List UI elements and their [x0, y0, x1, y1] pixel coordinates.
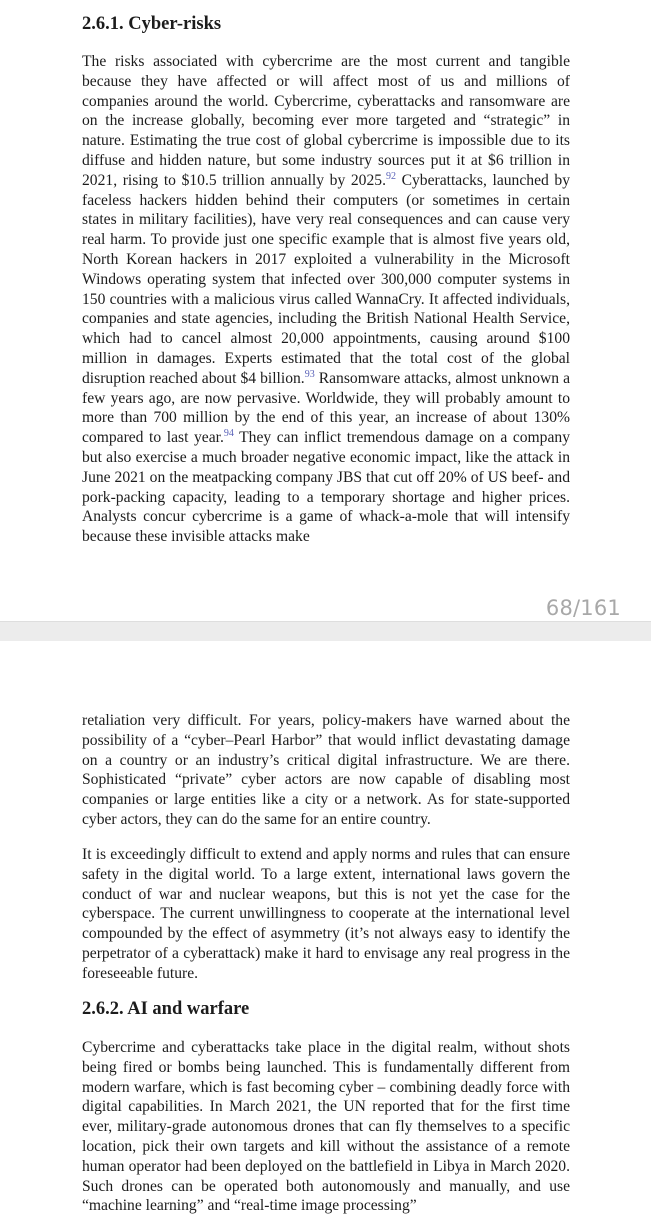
page-separator: [0, 621, 651, 642]
footnote-link-92[interactable]: 92: [385, 170, 396, 182]
page-number-indicator: 68/161: [545, 596, 621, 620]
paragraph-text: The risks associated with cybercrime are the most current and tangible because they have affected or will affect most of us and millions of companies around the world. Cybercrime, cyberattacks and ransomware are on the increase globally, becoming ever more targeted and “strategic” in nature. Estimating the true cost of global cybercrime is impossible due to its diffuse and hidden nature, but some industry sources put it at $6 trillion in 2021, rising to $10.5 trillion annually by 2025.: [82, 53, 570, 189]
paragraph-cyber-risks-intro: [82, 52, 570, 547]
section-heading-cyber-risks: 2.6.1. Cyber-risks: [82, 14, 222, 34]
paragraph-text: Ransomware attacks, almost unknown a few years ago, are now pervasive. Worldwide, they will probably amount to more than 700 million by the end of this year, an increase of about 130% compared to last year.: [82, 369, 571, 447]
section-heading-ai-warfare: 2.6.2. AI and warfare: [82, 999, 250, 1019]
footnote-link-93[interactable]: 93: [304, 368, 315, 380]
paragraph-cyber-retaliation: retaliation very difficult. For years, policy-makers have warned about the possibility of a “cyber–Pearl Harbor” that would inflict devastating damage on a country or an industry’s critical digital infrastructure. We are there. Sophisticated “private” cyber actors are now capable of disabling most companies or large entities like a city or a network. As for state-supported cyber actors, they can do the same for an entire country.: [82, 712, 570, 828]
paragraph-text: Cyberattacks, launched by faceless hackers hidden behind their computers (or sometimes in certain states in military facilities), have very real consequences and can cause very real harm. To provide just one specific example that is almost five years old, North Korean hackers in 2017 exploited a vulnerability in the Microsoft Windows operating system that infected over 300,000 computer systems in 150 countries with a malicious virus called WannaCry. It affected individuals, companies and state agencies, including the British National Health Service, which had to cancel almost 20,000 appointments, causing around $100 million in damages. Experts estimated that the total cost of the global disruption reached about $4 billion.: [82, 171, 570, 387]
paragraph-ai-warfare: Cybercrime and cyberattacks take place in the digital realm, without shots being fired or bombs being launched. This is fundamentally different from modern warfare, which is fast becoming cyber – combining deadly force with digital capabilities. In March 2021, the UN reported that for the first time ever, military-grade autonomous drones that can fly themselves to a specific location, pick their own targets and kill without the assistance of a remote human operator had been deployed on the battlefield in Libya in March 2020. Such drones can be operated both autonomously and manually, and use “machine learning” and “real-time image processing”: [82, 1039, 570, 1215]
paragraph-text: They can inflict tremendous damage on a company but also exercise a much broader negative economic impact, like the attack in June 2021 on the meatpacking company JBS that cut off 20% of US beef- and pork-packing capacity, leading to a temporary shortage and higher prices. Analysts concur cybercrime is a game of whack-a-mole that will intensify because these invisible attacks make: [82, 429, 570, 546]
paragraph-cyber-norms: It is exceedingly difficult to extend and apply norms and rules that can ensure safety in the digital world. To a large extent, international laws govern the conduct of war and nuclear weapons, but this is not yet the case for the cyberspace. The current unwillingness to cooperate at the international level compounded by the effect of asymmetry (it’s not always easy to identify the perpetrator of a cyberattack) make it hard to envisage any real progress in the foreseeable future.: [82, 846, 570, 982]
footnote-link-94[interactable]: 94: [223, 428, 234, 440]
